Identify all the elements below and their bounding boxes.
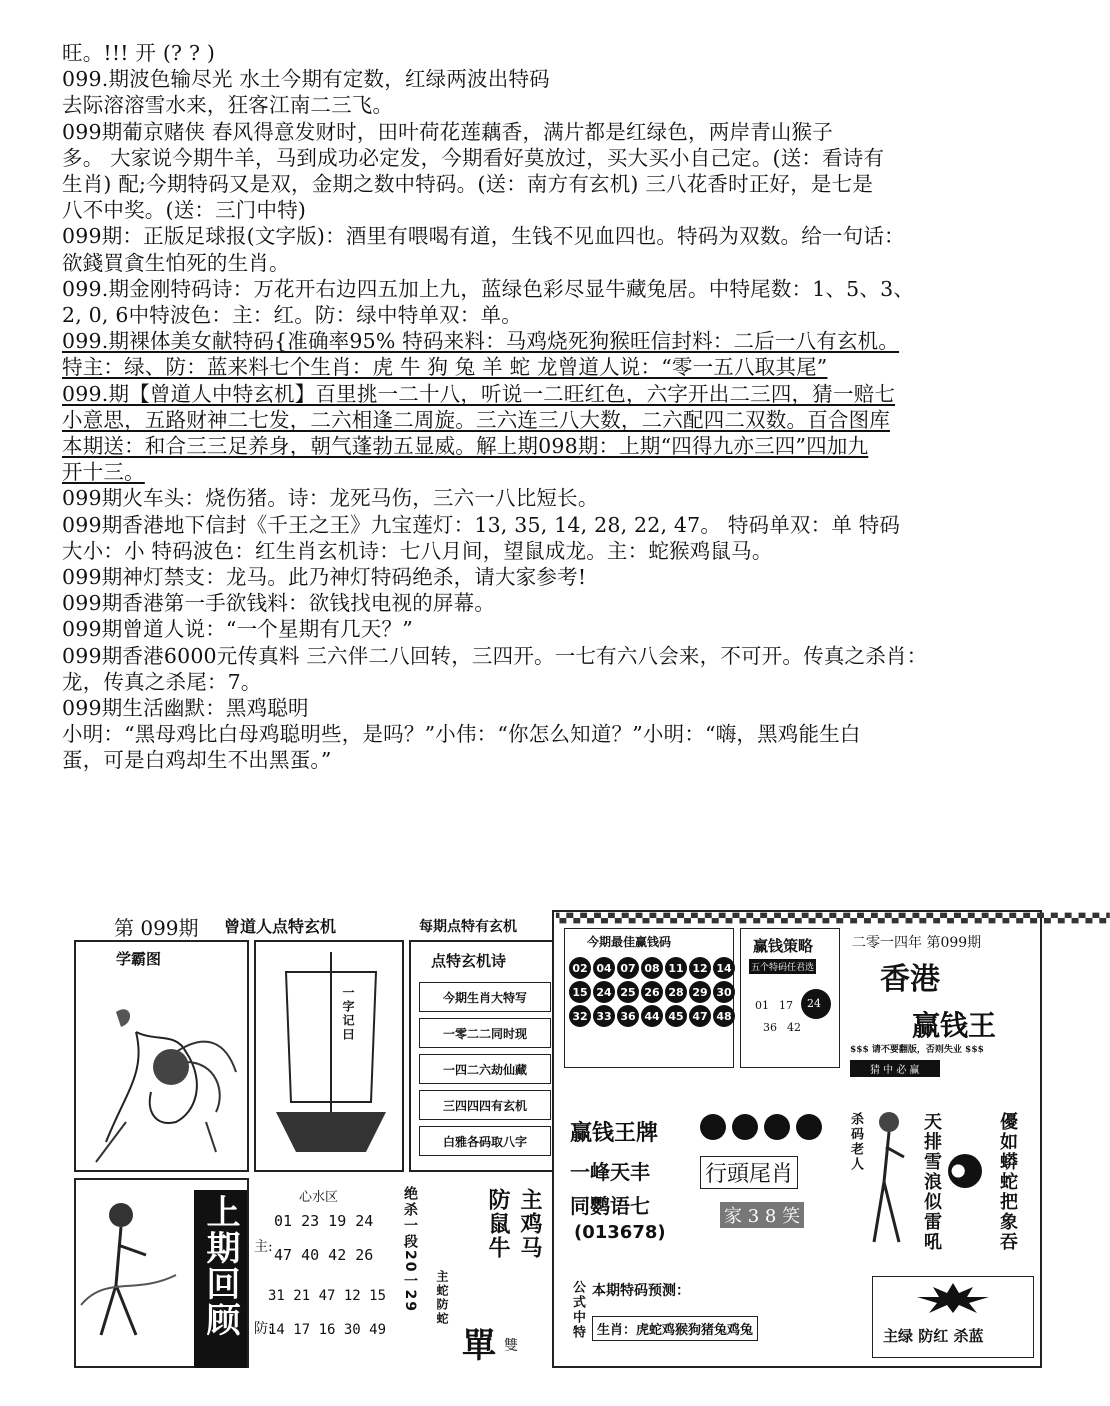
ball: 26 <box>641 981 663 1003</box>
king-panel <box>564 1104 684 1254</box>
strategy-number: 01 <box>755 999 769 1012</box>
dot-icon <box>764 1114 790 1140</box>
poem-row: 三四四四有玄机 <box>419 1090 551 1120</box>
strategy-title: 赢钱策略 <box>753 937 814 955</box>
poem-row: 一四二六劫仙藏 <box>419 1054 551 1084</box>
text-line: 099期香港6000元传真料 三六伴二八回转，三四开。一七有六八会来，不可开。传真之杀肖： <box>62 643 928 668</box>
dot-icon <box>732 1114 758 1140</box>
year-issue: 二零一四年 第099期 <box>852 935 982 951</box>
text-line: 2, 0, 6中特波色：主：红。防：绿中特单双：单。 <box>62 303 522 328</box>
ship-panel <box>254 940 404 1172</box>
prediction-panel <box>588 1272 860 1358</box>
king-line: 一峰天丰 <box>570 1160 650 1184</box>
poem-row: 一零二二同时现 <box>419 1018 551 1048</box>
main-numbers: 47 40 42 26 <box>274 1246 374 1264</box>
text-line: 欲錢買貪生怕死的生肖。 <box>62 250 290 275</box>
main-label: 主: <box>254 1239 273 1255</box>
ball: 30 <box>713 981 735 1003</box>
ball: 48 <box>713 1005 735 1027</box>
ball: 24 <box>593 981 615 1003</box>
zodiac-main: 主鸡马 <box>517 1188 542 1260</box>
ball: 14 <box>713 957 735 979</box>
burst-icon <box>913 1283 993 1313</box>
text-line: 099期生活幽默：黑鸡聪明 <box>62 696 309 721</box>
yin-yang-icon <box>948 1154 982 1188</box>
color-panel <box>872 1276 1034 1358</box>
king-title: 赢钱王牌 <box>570 1121 659 1146</box>
banner-title: 曾道人点特玄机 <box>224 917 337 936</box>
left-sheet <box>74 916 554 1368</box>
old-man-illustration <box>864 1102 914 1252</box>
figure-illustration <box>76 1185 186 1365</box>
green-red-label: 主绿 防红 杀蓝 <box>883 1327 984 1345</box>
ball: 07 <box>617 957 639 979</box>
ball: 36 <box>617 1005 639 1027</box>
text-line: 特主：绿、防：蓝来料七个生肖：虎 牛 狗 兔 羊 蛇 龙曾道人说：“零一五八取其尾” <box>62 355 828 380</box>
ball: 44 <box>641 1005 663 1027</box>
zodiac-list: 虎蛇鸡猴狗猪兔鸡兔 <box>636 1323 754 1338</box>
lottery-sheet-image <box>62 900 1110 1370</box>
text-line: 大小：小 特码波色：红生肖玄机诗：七八月间，望鼠成龙。主：蛇猴鸡鼠马。 <box>62 538 773 563</box>
guard-label: 防: <box>254 1321 273 1337</box>
review-title: 上期回顾 <box>194 1190 247 1368</box>
poem-row: 白雅各码取八字 <box>419 1126 551 1156</box>
hk-title: 香港 <box>880 962 940 997</box>
review-panel <box>74 1178 249 1368</box>
ball: 04 <box>593 957 615 979</box>
kill-range: 绝杀一段20一29 <box>402 1186 418 1313</box>
strategy-number: 24 <box>807 997 821 1010</box>
ball: 29 <box>689 981 711 1003</box>
king-line: 同鹦语七 <box>570 1194 650 1218</box>
text-line: 099.期【曾道人中特玄机】百里挑一二十八，听说一二旺红色，六字开出二三四，猜一赔七 <box>62 381 896 406</box>
ball: 28 <box>665 981 687 1003</box>
study-panel <box>74 940 249 1172</box>
strategy-number: 42 <box>787 1021 801 1034</box>
ball: 11 <box>665 957 687 979</box>
checker-border: ▚▞▚▞▚▞▚▞▚▞▚▞▚▞▚▞▚▞▚▞▚▞▚▞▚▞▚▞▚▞▚▞▚▞▚▞▚▞▚▞▚▞▚▞▚▞▚▞▚▞▚▞▚▞▚▞▚▞▚▞▚▞▚▞▚▞▚▞▚▞▚▞▚▞▚▞▚▞▚▞ <box>556 914 1110 924</box>
home-label: 家 3 8 笑 <box>720 1202 804 1228</box>
text-line: 小明：“黑母鸡比白母鸡聪明些，是吗？”小伟：“你怎么知道？”小明：“嗨，黑鸡能生白 <box>62 722 861 747</box>
guard-numbers: 14 17 16 30 49 <box>268 1322 387 1338</box>
banner-subtitle: 每期点特有玄机 <box>419 919 517 935</box>
text-line: 099期神灯禁支：龙马。此乃神灯特码绝杀，请大家参考! <box>62 565 587 590</box>
ball: 15 <box>569 981 591 1003</box>
poem-panel <box>409 940 557 1172</box>
poem-row: 今期生肖大特写 <box>419 982 551 1012</box>
text-line: 八不中奖。(送：三门中特) <box>62 198 307 223</box>
king-phone: (013678) <box>574 1222 666 1243</box>
text-line: 099期香港地下信封《千王之王》九宝莲灯：13, 35, 14, 28, 22, 47。 特码单双：单 特码 <box>62 512 901 537</box>
article-text <box>62 40 1042 774</box>
ship-illustration <box>256 942 406 1174</box>
study-panel-title: 学霸图 <box>116 950 162 968</box>
ball: 45 <box>665 1005 687 1027</box>
text-line: 旺。!!! 开 (? ? ) <box>62 41 216 65</box>
kill-old-man: 杀码老人 <box>848 1112 863 1172</box>
text-line: 去际溶溶雪水来，狂客江南二三飞。 <box>62 93 394 118</box>
text-line: 开十三。 <box>62 460 145 485</box>
ship-caption: 一字记曰 <box>341 986 355 1042</box>
ball: 12 <box>689 957 711 979</box>
dollar-line: $$$ 请不要翻版，否则失业 $$$ <box>850 1045 984 1055</box>
poem-vertical: 優如蟒蛇把象吞 <box>997 1112 1018 1252</box>
ball: 25 <box>617 981 639 1003</box>
main-numbers: 01 23 19 24 <box>274 1212 374 1230</box>
ball: 08 <box>641 957 663 979</box>
ball: 02 <box>569 957 591 979</box>
text-line: 099期：正版足球报(文字版)：酒里有喂喝有道，生钱不见血四也。特码为双数。给一句话： <box>62 224 905 249</box>
text-line: 本期送：和合三三足养身，朝气蓬勃五显威。解上期098期：上期“四得九亦三四”四加九 <box>62 434 869 459</box>
text-line: 099期香港第一手欲钱料：欲钱找电视的屏幕。 <box>62 591 496 616</box>
text-line: 099期火车头：烧伤猪。诗：龙死马伤，三六一八比短长。 <box>62 486 599 511</box>
text-line: 099期葡京赌侠 春风得意发财时，田叶荷花莲藕香，满片都是红绿色，两岸青山猴子 <box>62 119 833 144</box>
rooster-illustration <box>76 972 251 1172</box>
text-line: 小意思，五路财神二七发，二六相逢二周旋。三六连三八大数，二六配四二双数。百合图库 <box>62 407 890 432</box>
text-line: 多。 大家说今期牛羊，马到成功必定发，今期看好莫放过，买大买小自己定。(送：看诗有 <box>62 145 885 170</box>
text-line: 099期曾道人说：“一个星期有几天？” <box>62 617 413 642</box>
best-title: 今期最佳赢钱码 <box>587 935 672 949</box>
ball: 32 <box>569 1005 591 1027</box>
formula-label: 公式中特 <box>570 1280 585 1340</box>
issue-label: 第 099期 <box>114 916 199 940</box>
ball: 47 <box>689 1005 711 1027</box>
zodiac-label: 生肖： <box>597 1323 637 1338</box>
must-win: 猜 中 必 赢 <box>850 1060 940 1077</box>
head-tail-title: 行頭尾肖 <box>700 1156 798 1189</box>
text-line: 蛋，可是白鸡却生不出黑蛋。” <box>62 748 332 773</box>
zodiac-guard: 防鼠牛 <box>485 1188 510 1260</box>
predict-title: 本期特码预测： <box>592 1283 690 1299</box>
single-label: 單 <box>462 1326 496 1366</box>
double-label: 雙 <box>504 1338 518 1354</box>
text-line: 099.期裸体美女献特码{准确率95% 特码来料：马鸡烧死狗猴旺信封料：二后一八有玄机。 <box>62 329 900 354</box>
poem-vertical: 天排雪浪似雷吼 <box>921 1112 942 1252</box>
number-balls <box>569 957 735 1027</box>
text-line: 099.期金刚特码诗：万花开右边四五加上九，蓝绿色彩尽显牛藏兔居。中特尾数：1、5、3、 <box>62 276 915 301</box>
strategy-number: 36 <box>763 1021 777 1034</box>
best-numbers-panel <box>564 928 734 1068</box>
text-line: 生肖) 配;今期特码又是双，金期之数中特码。(送：南方有玄机) 三八花香时正好，是七是 <box>62 172 874 197</box>
poem-title: 点特玄机诗 <box>431 952 507 970</box>
win-king-title: 赢钱王 <box>912 1009 997 1042</box>
right-sheet <box>552 910 1110 1368</box>
text-line: 龙，传真之杀尾：7。 <box>62 669 262 694</box>
ball: 33 <box>593 1005 615 1027</box>
hk-panel <box>846 928 1036 1078</box>
sub-zodiac: 主蛇防蛇 <box>435 1270 449 1326</box>
zodiac-row <box>592 1316 758 1341</box>
heart-title: 心水区 <box>299 1190 339 1205</box>
strategy-panel <box>740 928 840 1068</box>
strategy-number: 17 <box>779 999 793 1012</box>
text-line: 099.期波色输尽光 水土今期有定数，红绿两波出特码 <box>62 67 550 92</box>
guard-numbers: 31 21 47 12 15 <box>268 1288 387 1304</box>
head-tail-panel <box>690 1104 836 1254</box>
strategy-subtitle: 五个特码任君选 <box>749 959 816 974</box>
dot-icon <box>700 1114 726 1140</box>
numbers-panel <box>254 1178 404 1368</box>
dot-icon <box>796 1114 822 1140</box>
